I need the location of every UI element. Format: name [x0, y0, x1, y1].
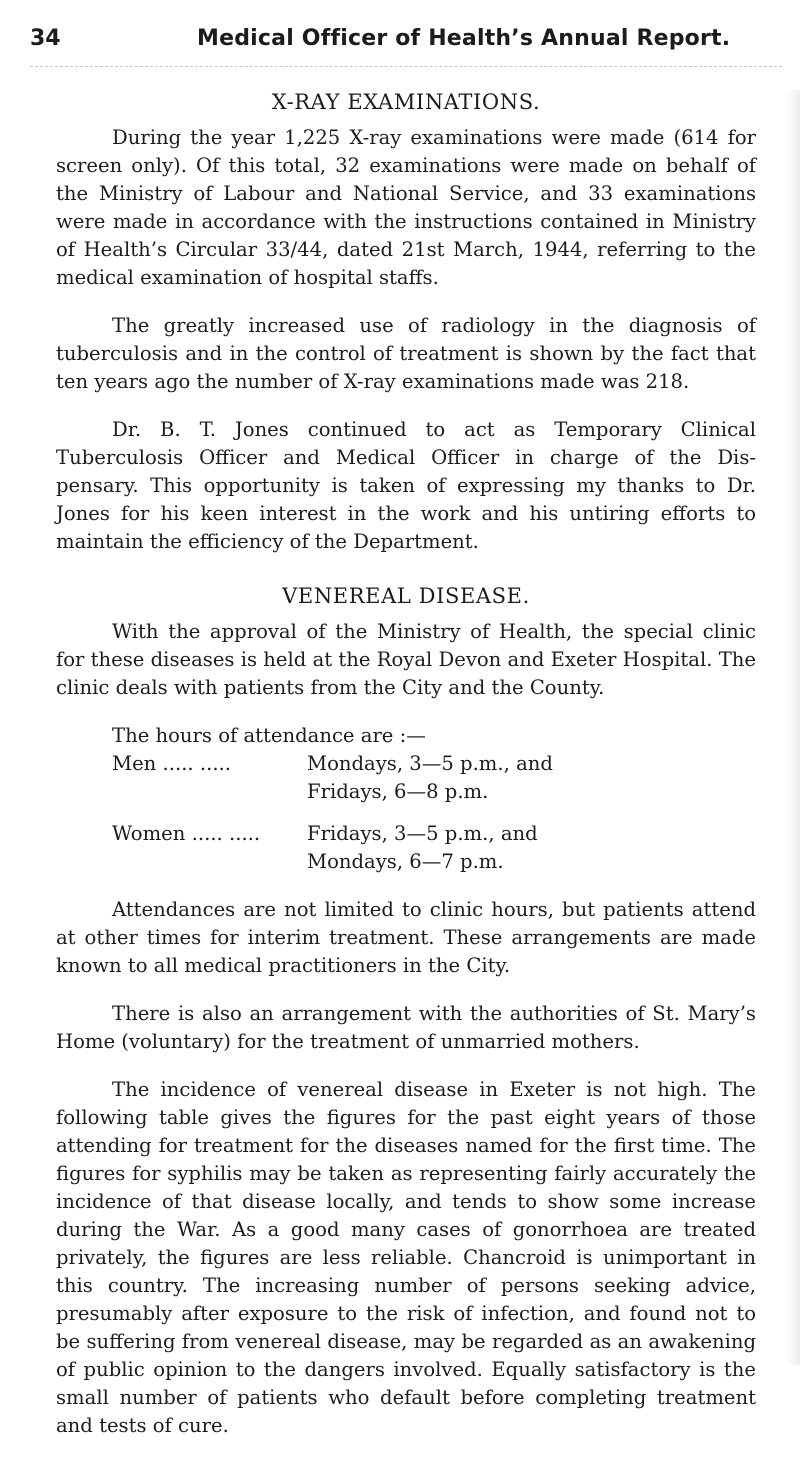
xray-section [56, 88, 756, 556]
schedule-spacer [112, 806, 756, 820]
header-rule [30, 66, 782, 67]
xray-paragraph: The greatly increased use of radiology in the diagnosis of tuberculosis and in the control of treatment is shown by the fact that ten years ago the number of X-ray examinations made was 218. [56, 314, 756, 393]
venereal-paragraph: The incidence of venereal disease in Exeter is not high. The following table gives the figures for the past eight years of those attending for treatment for the diseases named for the first time. The figures for syphilis may be taken as representing fairly accurately the incidence of that disease locally, and tends to show some increase during the War. As a good many cases of gonorrhoea are treated privately, the figures are less reliable. Chancroid is unimportant in this country. The increasing number of persons seeking advice, presumably after exposure to the risk of infection, and found not to be suffering from venereal disease, may be regarded as an awakening of public opinion to the dangers involved. Equally satisfactory is the small number of patients who default before completing treatment and tests of cure. [56, 1078, 756, 1437]
xray-heading: X-RAY EXAMINATIONS. [271, 90, 541, 114]
page-edge-shadow [786, 90, 800, 1365]
schedule-time-line: Mondays, 6—7 p.m. [307, 850, 504, 873]
hours-intro: The hours of attendance are :— [112, 724, 426, 747]
xray-paragraph: During the year 1,225 X-ray examinations were made (614 for screen only). Of this total, 32 examinations were made on behalf of the Ministry of Labour and National Service, and 33 examinations were made in accordance with the instructions contained in Ministry of Health’s Circular 33/44, dated 21st March, 1944, referring to the medical examination of hospital staffs. [56, 126, 756, 289]
schedule-time-line: Fridays, 3—5 p.m., and [307, 822, 538, 845]
venereal-heading: VENEREAL DISEASE. [282, 584, 530, 608]
page-number: 34 [30, 26, 61, 51]
schedule-time-line: Fridays, 6—8 p.m. [307, 780, 489, 803]
venereal-paragraph: There is also an arrangement with the authorities of St. Mary’s Home (voluntary) for the treatment of unmarried mothers. [56, 1002, 756, 1053]
schedule-time-line: Mondays, 3—5 p.m., and [307, 752, 553, 775]
schedule-times-men [307, 750, 756, 806]
page-body [56, 88, 756, 1460]
schedule-label-men: Men ..... ..... [112, 752, 232, 775]
venereal-intro: With the approval of the Ministry of Health, the special clinic for these diseases is held at the Royal Devon and Exeter Hospital. The clinic deals with patients from the City and the County. [56, 620, 756, 699]
running-title: Medical Officer of Health’s Annual Report. [197, 26, 731, 51]
venereal-paragraph: Attendances are not limited to clinic hours, but patients attend at other times for interim treatment. These arrangements are made known to all medical practitioners in the City. [56, 898, 756, 977]
schedule-label-women: Women ..... ..... [112, 822, 261, 845]
attendance-schedule [112, 750, 756, 876]
venereal-section [56, 582, 756, 1440]
schedule-times-women [307, 820, 756, 876]
page-header [30, 20, 782, 56]
xray-paragraph: Dr. B. T. Jones continued to act as Temporary Clinical Tuberculosis Officer and Medical Officer in charge of the Dis- pensary. This opportunity is taken of expressing my thanks to Dr. Jones for his keen interest in the work and his untiring efforts to maintain the efficiency of the Department. [56, 418, 756, 553]
